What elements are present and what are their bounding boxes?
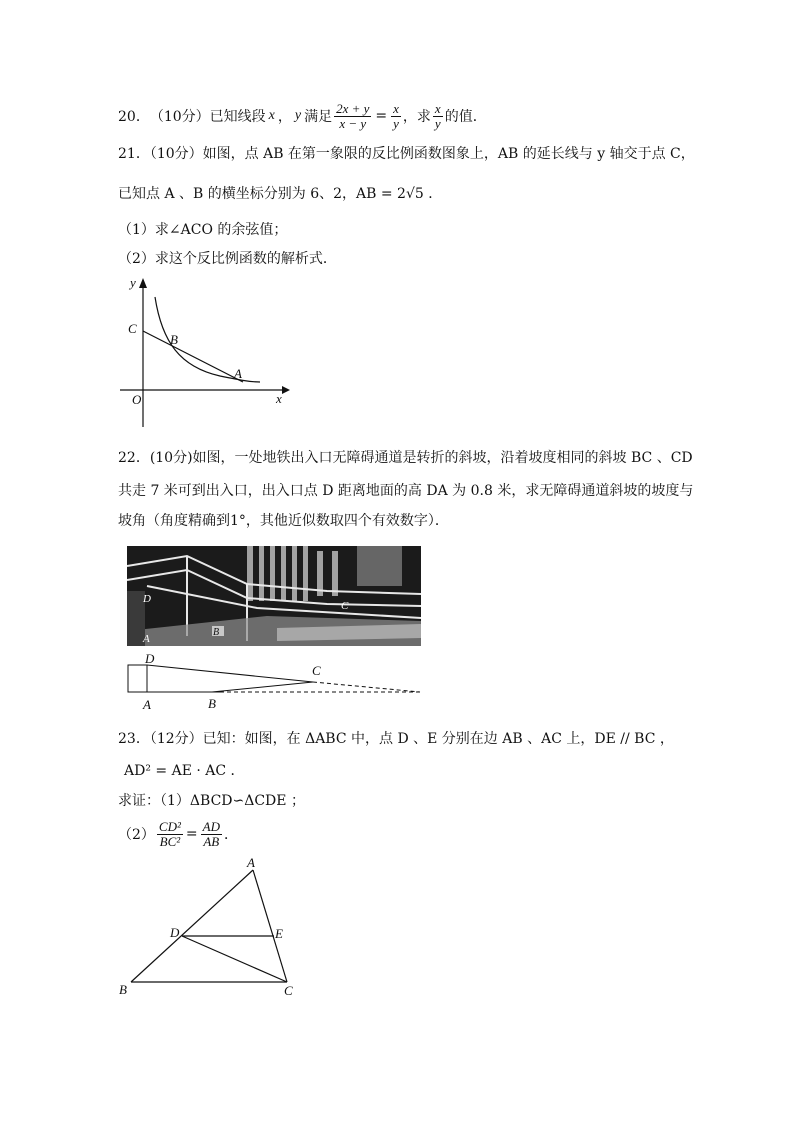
q20-var-y: y: [294, 108, 302, 123]
q23-right-den: AB: [203, 833, 220, 849]
label-y: y: [130, 275, 136, 290]
label-d: D: [145, 651, 155, 666]
q20-equals: =: [375, 108, 388, 124]
photo-label-c: C: [341, 600, 349, 612]
q20-ask-num: x: [434, 100, 441, 116]
q20-lhs-num: 2x + y: [336, 100, 370, 116]
q20-ask-den: y: [434, 115, 441, 131]
q23-left-num: CD²: [158, 818, 181, 834]
label-c: C: [312, 663, 321, 678]
line-ca: [143, 331, 243, 382]
q23-part2-prefix: （2）: [118, 827, 155, 843]
label-o: O: [132, 392, 142, 407]
q22-line3: 坡角（角度精确到1°，其他近似数取四个有效数字）．: [118, 513, 449, 529]
q23-left-den: BC²: [159, 833, 181, 849]
label-x: x: [276, 391, 282, 406]
extension-dashed: [313, 682, 420, 692]
q23-frac-eq: =: [185, 826, 198, 842]
q20-lhs-fraction: [334, 102, 371, 131]
q21-figure: [110, 272, 300, 432]
label-b: B: [208, 696, 216, 711]
q20-line: [118, 100, 487, 132]
photo-label-d: D: [143, 593, 151, 605]
q22-line2: 共走 7 米可到出入口，出入口点 D 距离地面的高 DA 为 0.8 米，求无障碍通道斜坡的坡度与: [118, 483, 694, 499]
photo-label-b: B: [213, 627, 220, 638]
q23-right-fraction: [201, 820, 222, 849]
label-c: C: [128, 321, 137, 336]
q20-rhs-num: x: [393, 100, 399, 116]
q20-rhs-den: y: [393, 115, 399, 131]
q20-text-c: ，求: [402, 109, 431, 125]
q22-line1: 22．(10分)如图，一处地铁出入口无障碍通道是转折的斜坡，沿着坡度相同的斜坡 BC 、CD: [118, 450, 693, 466]
q20-ask-fraction: [433, 102, 443, 131]
q20-text-d: 的值．: [444, 109, 487, 125]
q20-var-x: x: [268, 108, 275, 123]
segment-dc: [182, 936, 287, 982]
slope-dc: [147, 665, 313, 682]
q21-part2: （2）求这个反比例函数的解析式．: [118, 251, 337, 267]
label-d: D: [170, 925, 180, 940]
q23-line1: 23．（12分）已知：如图，在 ΔABC 中，点 D 、E 分别在边 AB 、AC 上，DE // BC ，: [118, 731, 674, 747]
label-a: A: [234, 366, 242, 381]
q23-part2: [118, 817, 238, 851]
q20-lhs-den: x − y: [339, 115, 367, 131]
q20-text-b: 满足: [304, 109, 333, 125]
q20-comma: ，: [277, 109, 292, 125]
label-b: B: [119, 982, 127, 997]
q20-text-a: 已知线段: [209, 109, 266, 125]
q20-score: （10分）: [149, 109, 210, 125]
slope-bc: [212, 682, 313, 692]
q21-line2: 已知点 A 、B 的横坐标分别为 6、2，AB = 2√5 ．: [118, 186, 443, 202]
subway-ramp-photo: [127, 546, 421, 646]
label-e: E: [275, 926, 283, 941]
q23-right-num: AD: [202, 818, 220, 834]
q23-triangle-figure: [112, 852, 312, 1002]
q23-left-fraction: [157, 820, 183, 849]
q23-prove: 求证：（1）ΔBCD∽ΔCDE ；: [118, 793, 305, 809]
q21-part1: （1）求∠ACO 的余弦值；: [118, 222, 288, 238]
entrance-box: [128, 665, 147, 692]
q21-line1: 21．（10分）如图，点 AB 在第一象限的反比例函数图象上，AB 的延长线与 y 轴交于点 C，: [118, 146, 695, 162]
label-a: A: [143, 697, 151, 712]
label-a: A: [247, 855, 255, 870]
label-c: C: [284, 983, 293, 998]
x-axis-arrow: [282, 386, 290, 394]
q23-line2: AD² = AE · AC ．: [124, 763, 245, 779]
q23-part2-suffix: ．: [223, 827, 238, 843]
photo-label-a: A: [143, 633, 150, 645]
q20-number: 20．: [118, 109, 150, 125]
side-ab: [131, 870, 253, 982]
q22-ramp-diagram: [120, 648, 430, 712]
q20-rhs-fraction: [391, 102, 401, 131]
label-b: B: [170, 332, 178, 347]
y-axis-arrow: [139, 278, 147, 288]
